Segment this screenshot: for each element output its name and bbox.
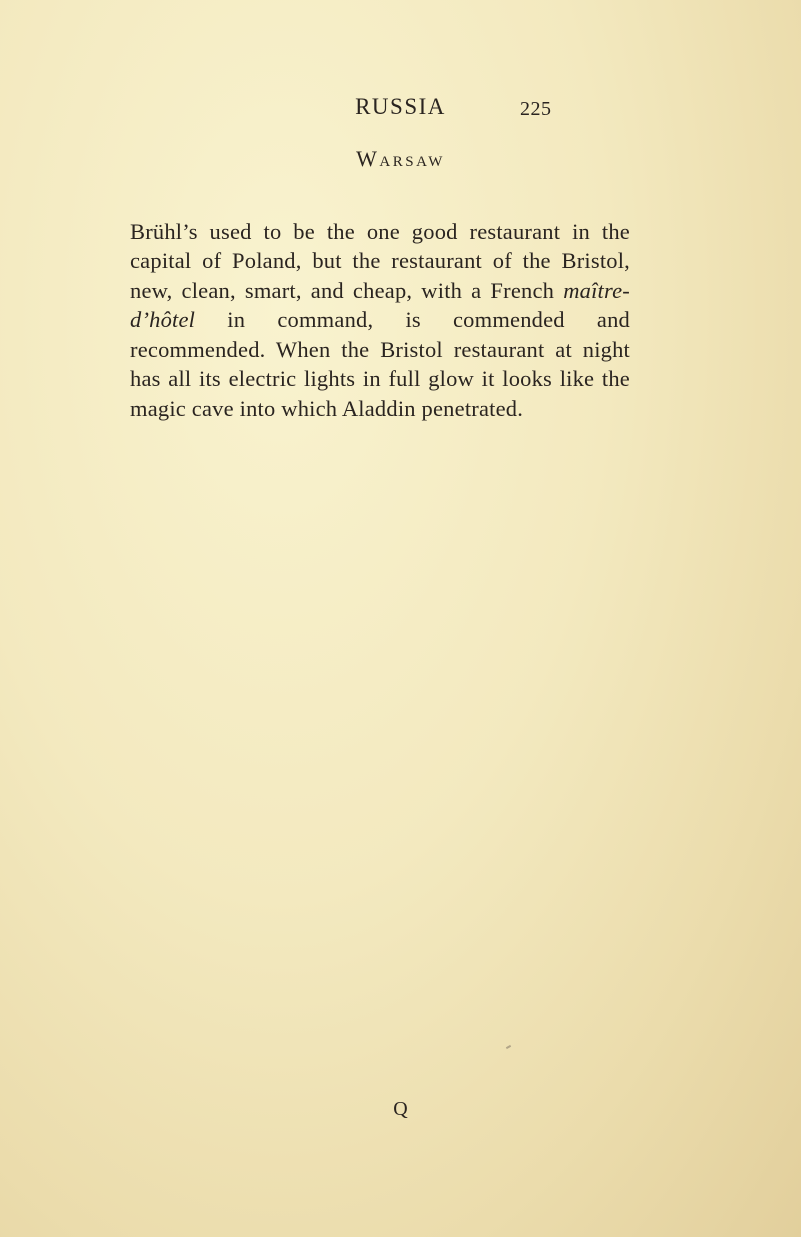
italic-phrase: maître-d’hôtel bbox=[130, 277, 630, 333]
signature-mark: Q bbox=[393, 1098, 408, 1120]
page-number: 225 bbox=[520, 98, 552, 120]
running-title: RUSSIA bbox=[355, 94, 446, 119]
ink-mark bbox=[506, 1045, 511, 1049]
running-head bbox=[0, 94, 801, 124]
section-title: Warsaw bbox=[356, 146, 445, 171]
paragraph-text-start: Brühl’s used to be the one good restaurant in the capital of Poland, but the restaurant of the Bristol, new, clean, smart, and cheap, with a French bbox=[130, 218, 630, 303]
body-paragraph bbox=[130, 217, 630, 424]
paragraph-text-end: in command, is commended and recommended. When the Bristol restaurant at night has all its electric lights in full glow it looks like the magic cave into which Aladdin penetrated. bbox=[130, 307, 630, 422]
